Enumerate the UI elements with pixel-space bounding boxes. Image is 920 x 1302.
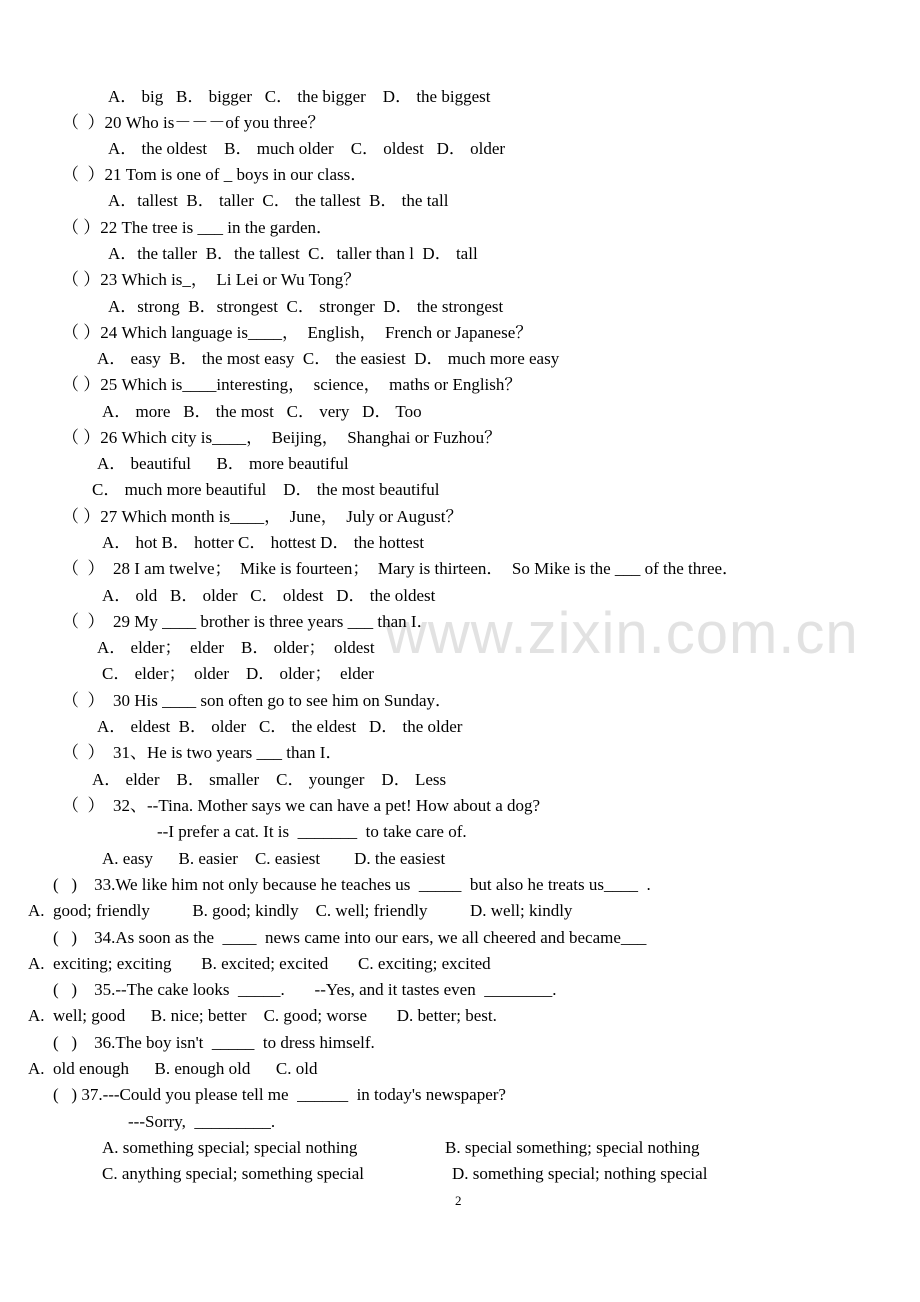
question-22: （ ）22 The tree is ___ in the garden．	[62, 218, 333, 237]
q20-options: A． the oldest B． much older C． oldest D． older	[108, 139, 506, 158]
q26-options-ab: A． beautiful B． more beautiful	[97, 454, 349, 473]
question-29: （ ） 29 My ____ brother is three years ___ than I．	[62, 612, 434, 631]
question-27: （ ）27 Which month is____， June， July or August？	[62, 507, 463, 526]
question-31: （ ） 31、He is two years ___ than I．	[62, 743, 343, 762]
q24-options: A． easy B． the most easy C． the easiest D． much more easy	[97, 349, 560, 368]
q33-options: A. good; friendly B. good; kindly C. well; friendly D. well; kindly	[28, 901, 573, 920]
q37-reply: ---Sorry, _________.	[128, 1112, 276, 1131]
q19-options: A． big B． bigger C． the bigger D． the biggest	[108, 87, 491, 106]
question-21: （ ）21 Tom is one of _ boys in our class．	[62, 165, 368, 184]
q32-reply: --I prefer a cat. It is _______ to take care of.	[157, 822, 467, 841]
q22-options: A．the taller B．the tallest C．taller than l D． tall	[108, 244, 478, 263]
page-number: 2	[455, 1193, 462, 1208]
q23-options: A．strong B．strongest C． stronger D． the strongest	[108, 297, 504, 316]
q29-options-ab: A． elder； elder B． older； oldest	[97, 638, 375, 657]
q37-option-c: C. anything special; something special	[102, 1164, 365, 1183]
q32-options: A. easy B. easier C. easiest D. the easiest	[102, 849, 446, 868]
q37-option-d: D. something special; nothing special	[452, 1164, 708, 1183]
q21-options: A．tallest B． taller C． the tallest B． the tall	[108, 191, 449, 210]
q30-options: A． eldest B． older C． the eldest D． the older	[97, 717, 463, 736]
question-24: （ ）24 Which language is____， English， French or Japanese？	[62, 323, 533, 342]
q26-options-cd: C． much more beautiful D． the most beautiful	[92, 480, 440, 499]
question-33: ( ) 33.We like him not only because he teaches us _____ but also he treats us____ .	[53, 875, 651, 894]
question-25: （ ）25 Which is____interesting， science， maths or English？	[62, 375, 522, 394]
question-20: （ ）20 Who is－－－of you three？	[62, 113, 325, 132]
q25-options: A． more B． the most C． very D． Too	[102, 402, 422, 421]
q35-options: A. well; good B. nice; better C. good; worse D. better; best.	[28, 1006, 497, 1025]
question-36: ( ) 36.The boy isn't _____ to dress himself.	[53, 1033, 375, 1052]
q37-option-a: A. something special; special nothing	[102, 1138, 358, 1157]
question-37: ( ) 37.---Could you please tell me ______ in today's newspaper?	[53, 1085, 506, 1104]
q27-options: A． hot B． hotter C． hottest D． the hottest	[102, 533, 425, 552]
q31-options: A． elder B． smaller C． younger D． Less	[92, 770, 447, 789]
q34-options: A. exciting; exciting B. excited; excited C. exciting; excited	[28, 954, 491, 973]
q29-options-cd: C． elder； older D． older； elder	[102, 664, 374, 683]
q36-options: A. old enough B. enough old C. old	[28, 1059, 318, 1078]
question-26: （ ）26 Which city is____， Beijing， Shanghai or Fuzhou？	[62, 428, 502, 447]
question-23: （ ）23 Which is_， Li Lei or Wu Tong？	[62, 270, 361, 289]
question-32: （ ） 32、--Tina. Mother says we can have a pet! How about a dog?	[62, 796, 541, 815]
q37-option-b: B. special something; special nothing	[445, 1138, 700, 1157]
question-34: ( ) 34.As soon as the ____ news came into our ears, we all cheered and became___	[53, 928, 647, 947]
question-28: （ ） 28 I am twelve； Mike is fourteen； Mary is thirteen． So Mike is the ___ of the three．	[62, 559, 740, 578]
question-30: （ ） 30 His ____ son often go to see him on Sunday．	[62, 691, 453, 710]
watermark: www.zixin.com.cn	[385, 601, 859, 666]
q28-options: A． old B． older C． oldest D． the oldest	[102, 586, 436, 605]
question-35: ( ) 35.--The cake looks _____. --Yes, and it tastes even ________.	[53, 980, 557, 999]
